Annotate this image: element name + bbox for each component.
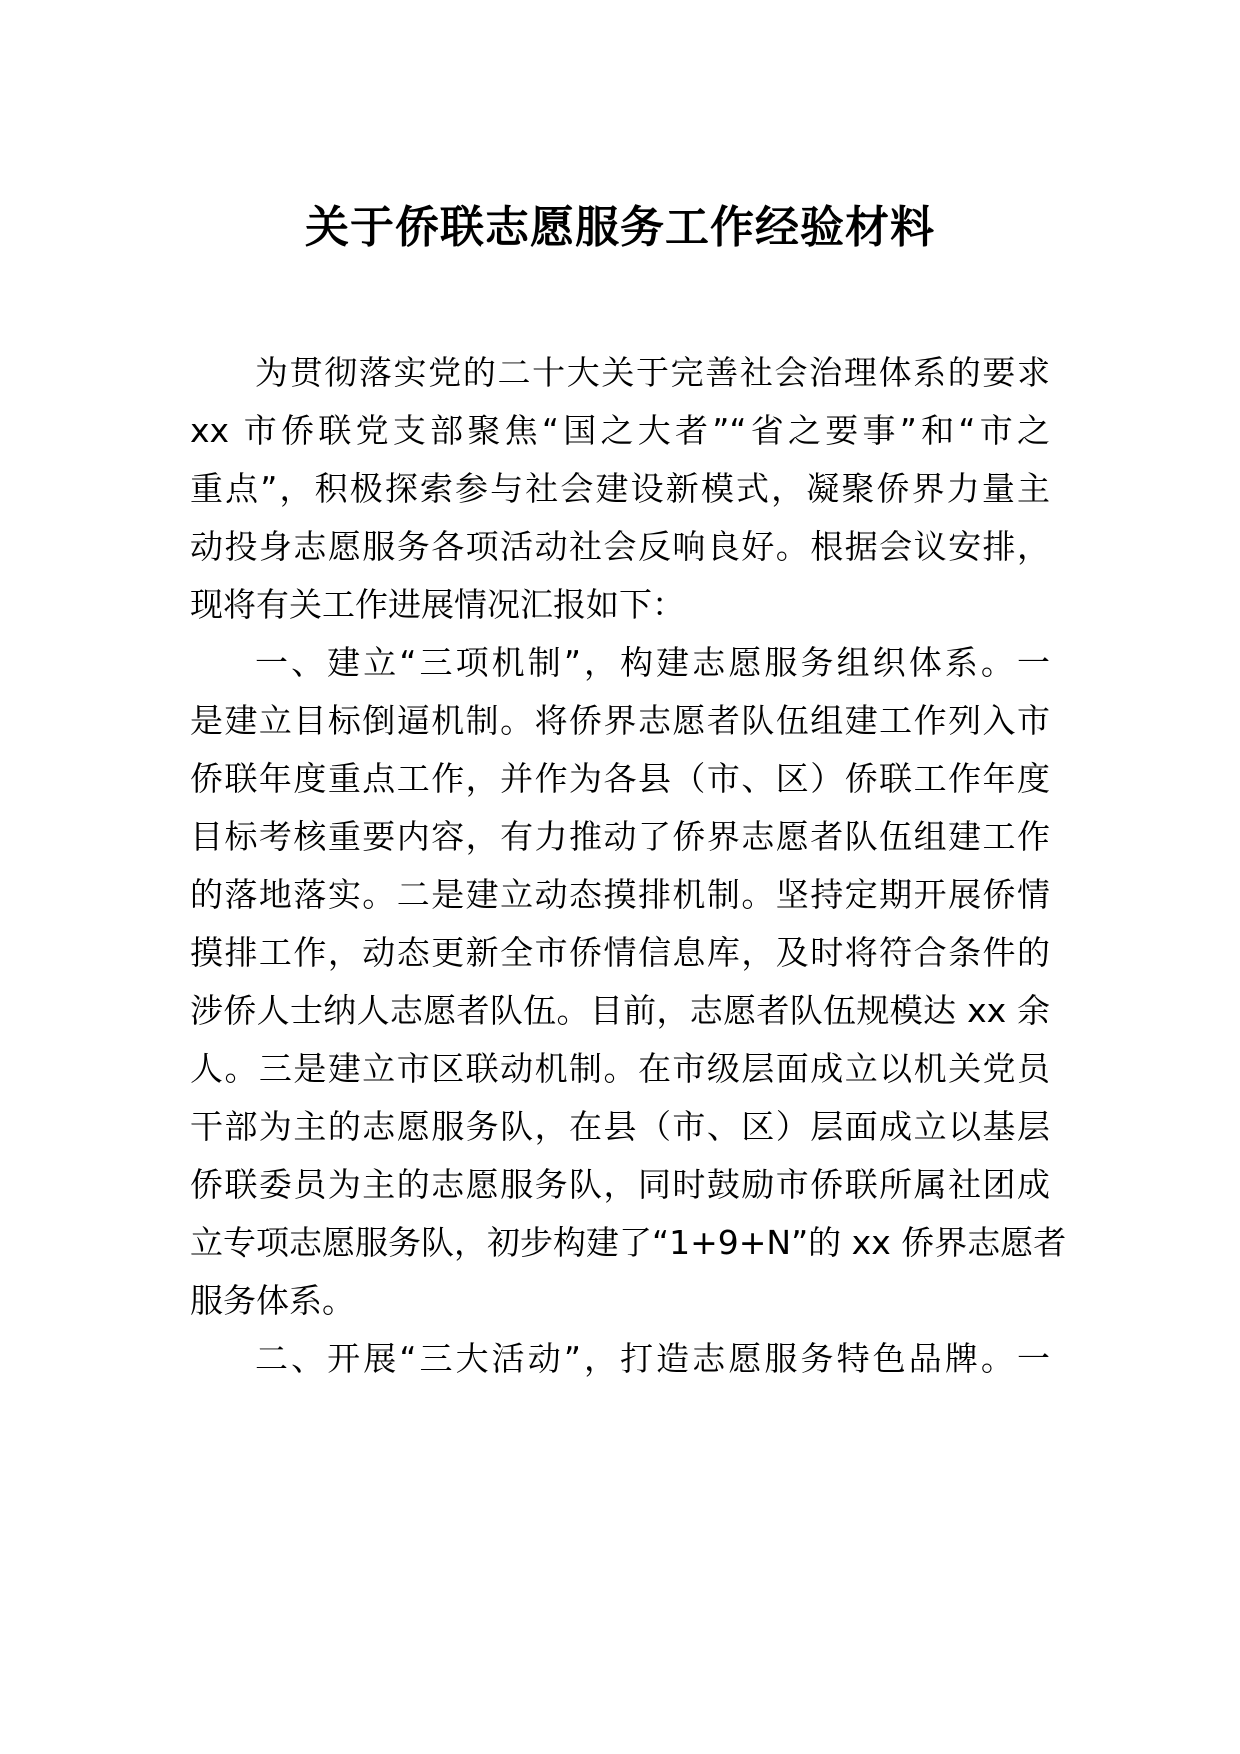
paragraph-line: 重点”，积极探索参与社会建设新模式，凝聚侨界力量主 bbox=[190, 469, 1050, 508]
paragraph-line: 的落地落实。二是建立动态摸排机制。坚持定期开展侨情 bbox=[190, 875, 1050, 914]
paragraph-line: 现将有关工作进展情况汇报如下： bbox=[190, 585, 685, 624]
paragraph-line: 动投身志愿服务各项活动社会反响良好。根据会议安排， bbox=[190, 527, 1050, 566]
paragraph-line: 干部为主的志愿服务队，在县（市、区）层面成立以基层 bbox=[190, 1107, 1050, 1146]
paragraph-line: 目标考核重要内容，有力推动了侨界志愿者队伍组建工作 bbox=[190, 817, 1050, 856]
paragraph-line: 立专项志愿服务队，初步构建了“1+9+N”的 xx 侨界志愿者 bbox=[190, 1223, 1067, 1262]
paragraph-line: 服务体系。 bbox=[190, 1281, 355, 1320]
paragraph-line: 是建立目标倒逼机制。将侨界志愿者队伍组建工作列入市 bbox=[190, 701, 1050, 740]
paragraph-line: 人。三是建立市区联动机制。在市级层面成立以机关党员 bbox=[190, 1049, 1050, 1088]
document-title: 关于侨联志愿服务工作经验材料 bbox=[305, 202, 935, 253]
paragraph-line: 二、开展“三大活动”，打造志愿服务特色品牌。一 bbox=[255, 1339, 1050, 1378]
paragraph-line: 涉侨人士纳人志愿者队伍。目前，志愿者队伍规模达 xx 余 bbox=[190, 991, 1050, 1030]
paragraph-line: 一、建立“三项机制”，构建志愿服务组织体系。一 bbox=[255, 643, 1050, 682]
paragraph-line: xx 市侨联党支部聚焦“国之大者”“省之要事”和“市之 bbox=[190, 411, 1050, 450]
paragraph-line: 为贯彻落实党的二十大关于完善社会治理体系的要求 bbox=[255, 353, 1050, 392]
paragraph-line: 侨联委员为主的志愿服务队，同时鼓励市侨联所属社团成 bbox=[190, 1165, 1050, 1204]
paragraph-line: 侨联年度重点工作，并作为各县（市、区）侨联工作年度 bbox=[190, 759, 1050, 798]
paragraph-line: 摸排工作，动态更新全市侨情信息库，及时将符合条件的 bbox=[190, 933, 1050, 972]
